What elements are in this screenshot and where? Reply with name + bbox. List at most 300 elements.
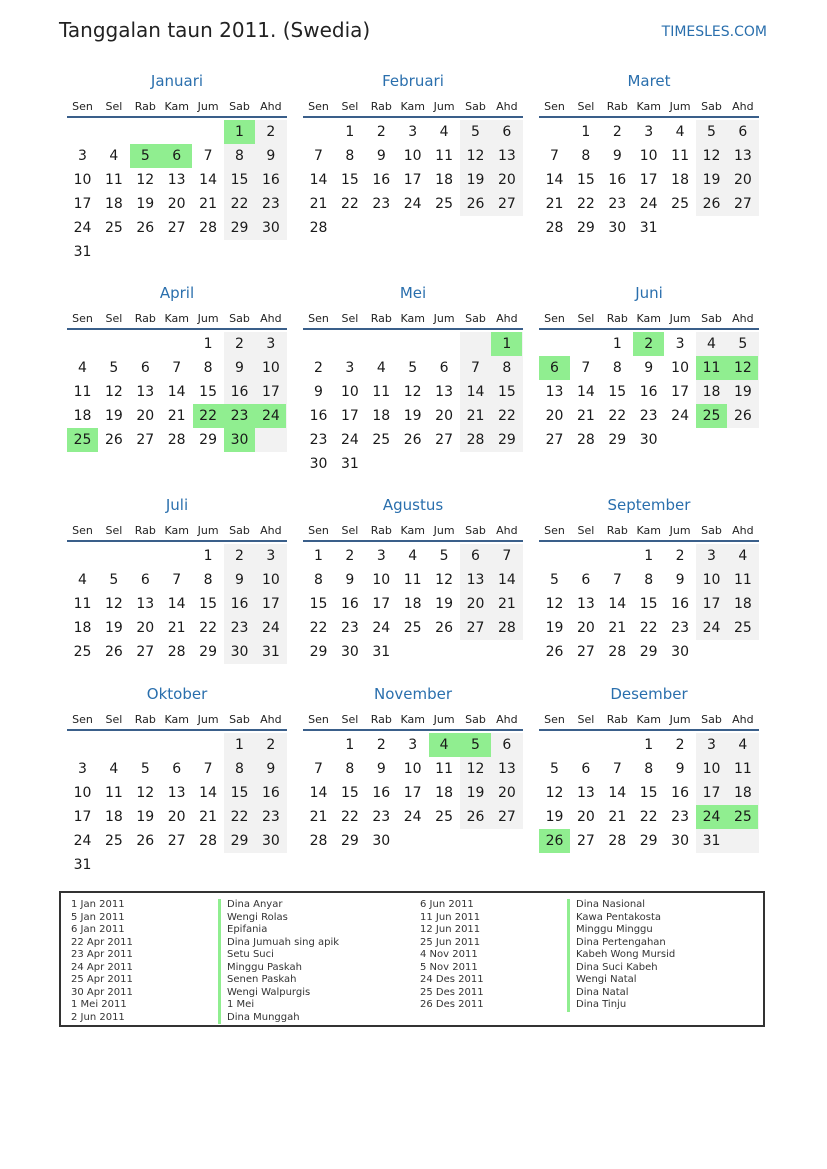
date-cell: 3 bbox=[707, 548, 716, 564]
date-cell: 12 bbox=[702, 148, 721, 164]
date-cell: 25 bbox=[104, 220, 123, 236]
date-cell: 12 bbox=[435, 572, 453, 588]
date-cell: 6 bbox=[502, 124, 512, 140]
date-cell: 14 bbox=[167, 384, 186, 400]
date-cell: 24 bbox=[403, 809, 422, 825]
date-cell: 26 bbox=[733, 408, 752, 424]
date-cell: 4 bbox=[738, 737, 748, 753]
date-cell: 10 bbox=[372, 572, 391, 588]
holiday-date-cell: 12 bbox=[727, 356, 758, 380]
header-rule bbox=[303, 540, 523, 542]
date-cell: 9 bbox=[266, 761, 276, 777]
date-cell: 18 bbox=[671, 172, 689, 188]
date-cell: 30 bbox=[261, 833, 280, 849]
month-maret bbox=[539, 72, 759, 272]
date-cell: 11 bbox=[435, 761, 453, 777]
date-cell: 28 bbox=[497, 620, 516, 636]
date-cell: 17 bbox=[261, 596, 280, 612]
date-cell: 25 bbox=[372, 432, 391, 448]
date-cell: 7 bbox=[612, 761, 622, 777]
day-header: Sab bbox=[229, 713, 250, 726]
day-header: Ahd bbox=[260, 100, 282, 113]
day-header: Sel bbox=[341, 524, 359, 537]
date-cell: 5 bbox=[109, 360, 119, 376]
date-cell: 13 bbox=[435, 384, 453, 400]
date-cell: 9 bbox=[612, 148, 622, 164]
date-cell: 24 bbox=[403, 196, 422, 212]
legend-date: 2 Jun 2011 bbox=[71, 1011, 125, 1023]
date-cell: 2 bbox=[266, 124, 276, 140]
date-cell: 9 bbox=[644, 360, 654, 376]
day-header: Ahd bbox=[496, 713, 518, 726]
day-header: Sen bbox=[544, 100, 565, 113]
date-cell: 11 bbox=[435, 148, 453, 164]
date-cell: 7 bbox=[581, 360, 591, 376]
date-cell: 17 bbox=[702, 596, 721, 612]
date-cell: 8 bbox=[203, 572, 213, 588]
month-oktober bbox=[67, 685, 287, 885]
date-cell: 13 bbox=[167, 785, 186, 801]
date-cell: 7 bbox=[314, 761, 323, 777]
date-cell: 21 bbox=[309, 809, 328, 825]
date-cell: 6 bbox=[502, 737, 512, 753]
month-juni bbox=[539, 284, 759, 484]
holiday-date-cell: 26 bbox=[539, 829, 570, 853]
date-cell: 20 bbox=[545, 408, 564, 424]
date-cell: 9 bbox=[266, 148, 276, 164]
day-header: Ahd bbox=[260, 312, 282, 325]
day-header: Sab bbox=[701, 713, 722, 726]
holiday-legend bbox=[59, 891, 765, 1027]
date-cell: 26 bbox=[136, 833, 155, 849]
month-name: Januari bbox=[150, 72, 204, 90]
date-cell: 26 bbox=[466, 809, 485, 825]
date-cell: 16 bbox=[639, 384, 658, 400]
legend-date: 4 Nov 2011 bbox=[420, 949, 478, 960]
date-cell: 10 bbox=[671, 360, 689, 376]
day-header: Rab bbox=[134, 524, 156, 537]
date-cell: 23 bbox=[261, 809, 280, 825]
date-cell: 13 bbox=[497, 761, 516, 777]
date-cell: 22 bbox=[639, 620, 658, 636]
day-header: Sab bbox=[465, 713, 486, 726]
date-cell: 29 bbox=[230, 833, 249, 849]
date-cell: 7 bbox=[550, 148, 559, 164]
date-cell: 15 bbox=[199, 384, 217, 400]
date-cell: 29 bbox=[608, 432, 627, 448]
date-cell: 27 bbox=[576, 833, 595, 849]
date-cell: 23 bbox=[671, 809, 689, 825]
date-cell: 8 bbox=[203, 360, 213, 376]
legend-names-col-2 bbox=[567, 899, 675, 1012]
date-cell: 10 bbox=[73, 172, 92, 188]
legend-holiday-name: Wengi Rolas bbox=[218, 912, 339, 925]
date-cell: 23 bbox=[309, 432, 328, 448]
day-header: Kam bbox=[636, 100, 661, 113]
date-cell: 1 bbox=[644, 737, 654, 753]
date-cell: 6 bbox=[738, 124, 748, 140]
date-cell: 20 bbox=[167, 196, 186, 212]
month-name: Agustus bbox=[382, 496, 444, 514]
date-cell: 8 bbox=[581, 148, 591, 164]
day-header: Sab bbox=[465, 100, 486, 113]
date-cell: 17 bbox=[702, 785, 721, 801]
date-cell: 9 bbox=[376, 148, 386, 164]
date-cell: 1 bbox=[314, 548, 323, 564]
date-cell: 1 bbox=[644, 548, 654, 564]
day-header: Ahd bbox=[496, 524, 518, 537]
date-cell: 28 bbox=[608, 644, 627, 660]
legend-holiday-name: 1 Mei bbox=[218, 999, 339, 1012]
holiday-date-cell: 24 bbox=[696, 805, 727, 829]
date-cell: 1 bbox=[203, 336, 213, 352]
legend-date: 6 Jun 2011 bbox=[420, 899, 474, 910]
day-header: Kam bbox=[400, 312, 425, 325]
date-cell: 3 bbox=[707, 737, 716, 753]
date-cell: 2 bbox=[266, 737, 276, 753]
holiday-date-cell: 25 bbox=[696, 404, 727, 428]
date-cell: 20 bbox=[733, 172, 752, 188]
date-cell: 12 bbox=[104, 596, 123, 612]
date-cell: 4 bbox=[109, 761, 119, 777]
day-header: Kam bbox=[400, 713, 425, 726]
date-cell: 19 bbox=[104, 620, 123, 636]
date-cell: 19 bbox=[466, 172, 485, 188]
day-header: Sel bbox=[341, 100, 359, 113]
date-cell: 30 bbox=[671, 833, 689, 849]
date-cell: 1 bbox=[203, 548, 213, 564]
date-cell: 24 bbox=[73, 833, 92, 849]
date-cell: 8 bbox=[235, 761, 244, 777]
legend-holiday-name: Kabeh Wong Mursid bbox=[567, 949, 675, 962]
date-cell: 10 bbox=[702, 761, 721, 777]
day-header: Sel bbox=[341, 713, 359, 726]
date-cell: 19 bbox=[545, 620, 564, 636]
brand-link[interactable]: TIMESLES.COM bbox=[661, 24, 767, 40]
date-cell: 18 bbox=[73, 408, 92, 424]
date-cell: 25 bbox=[435, 196, 453, 212]
date-cell: 19 bbox=[403, 408, 422, 424]
legend-date: 1 Mei 2011 bbox=[71, 999, 127, 1010]
date-cell: 25 bbox=[104, 833, 123, 849]
date-cell: 19 bbox=[702, 172, 721, 188]
date-cell: 30 bbox=[230, 644, 249, 660]
date-cell: 9 bbox=[675, 572, 685, 588]
legend-names-col-1 bbox=[218, 899, 339, 1024]
date-cell: 22 bbox=[340, 196, 359, 212]
date-cell: 24 bbox=[73, 220, 92, 236]
date-cell: 2 bbox=[612, 124, 622, 140]
date-cell: 9 bbox=[376, 761, 386, 777]
date-cell: 7 bbox=[172, 360, 182, 376]
date-cell: 10 bbox=[261, 572, 280, 588]
date-cell: 23 bbox=[372, 196, 391, 212]
legend-date: 25 Des 2011 bbox=[420, 986, 484, 998]
date-cell: 29 bbox=[639, 644, 658, 660]
date-cell: 3 bbox=[675, 336, 685, 352]
date-cell: 26 bbox=[403, 432, 422, 448]
date-cell: 23 bbox=[230, 620, 249, 636]
day-header: Sab bbox=[465, 312, 486, 325]
header-rule bbox=[303, 729, 523, 731]
date-cell: 25 bbox=[671, 196, 689, 212]
date-cell: 11 bbox=[733, 761, 752, 777]
day-header: Sel bbox=[577, 100, 595, 113]
date-cell: 19 bbox=[733, 384, 752, 400]
holiday-date-cell: 5 bbox=[130, 144, 161, 168]
date-cell: 15 bbox=[340, 172, 359, 188]
date-cell: 22 bbox=[340, 809, 359, 825]
day-header: Kam bbox=[636, 312, 661, 325]
date-cell: 20 bbox=[466, 596, 485, 612]
day-header: Jum bbox=[669, 524, 691, 537]
date-cell: 28 bbox=[576, 432, 595, 448]
month-name: April bbox=[159, 284, 195, 302]
holiday-date-cell: 11 bbox=[696, 356, 727, 380]
day-header: Sel bbox=[105, 713, 123, 726]
day-header: Ahd bbox=[260, 713, 282, 726]
date-cell: 4 bbox=[78, 360, 87, 376]
date-cell: 10 bbox=[73, 785, 92, 801]
date-cell: 7 bbox=[314, 148, 323, 164]
day-header: Sen bbox=[308, 312, 329, 325]
date-cell: 27 bbox=[733, 196, 752, 212]
date-cell: 4 bbox=[738, 548, 748, 564]
date-cell: 31 bbox=[73, 857, 92, 873]
date-cell: 2 bbox=[376, 737, 386, 753]
day-header: Rab bbox=[370, 312, 392, 325]
day-header: Rab bbox=[606, 312, 628, 325]
date-cell: 26 bbox=[104, 432, 123, 448]
date-cell: 18 bbox=[104, 809, 123, 825]
header-rule bbox=[539, 116, 759, 118]
day-header: Sel bbox=[105, 524, 123, 537]
holiday-date-cell: 1 bbox=[491, 332, 522, 356]
page-title: Tanggalan taun 2011. (Swedia) bbox=[59, 18, 371, 42]
month-name: Oktober bbox=[146, 685, 208, 703]
date-cell: 31 bbox=[340, 456, 359, 472]
date-cell: 4 bbox=[439, 124, 449, 140]
day-header: Kam bbox=[164, 713, 189, 726]
day-header: Sel bbox=[577, 524, 595, 537]
legend-holiday-name: Dina Anyar bbox=[218, 899, 339, 912]
legend-date: 12 Jun 2011 bbox=[420, 924, 481, 935]
month-november bbox=[303, 685, 523, 885]
day-header: Jum bbox=[669, 713, 691, 726]
day-header: Sen bbox=[544, 713, 565, 726]
date-cell: 18 bbox=[733, 785, 752, 801]
header-rule bbox=[67, 328, 287, 330]
date-cell: 22 bbox=[230, 196, 249, 212]
date-cell: 28 bbox=[167, 644, 186, 660]
date-cell: 31 bbox=[702, 833, 721, 849]
date-cell: 22 bbox=[608, 408, 627, 424]
holiday-date-cell: 24 bbox=[255, 404, 286, 428]
date-cell: 9 bbox=[235, 572, 244, 588]
date-cell: 6 bbox=[172, 761, 182, 777]
date-cell: 15 bbox=[639, 785, 658, 801]
date-cell: 5 bbox=[408, 360, 418, 376]
date-cell: 7 bbox=[203, 761, 213, 777]
date-cell: 20 bbox=[136, 408, 155, 424]
day-header: Sel bbox=[341, 312, 359, 325]
date-cell: 4 bbox=[675, 124, 685, 140]
date-cell: 27 bbox=[466, 620, 485, 636]
date-cell: 24 bbox=[702, 620, 721, 636]
date-cell: 24 bbox=[261, 620, 280, 636]
date-cell: 23 bbox=[671, 620, 689, 636]
date-cell: 26 bbox=[466, 196, 485, 212]
date-cell: 15 bbox=[340, 785, 359, 801]
legend-date: 24 Apr 2011 bbox=[71, 961, 133, 973]
date-cell: 18 bbox=[435, 172, 453, 188]
legend-holiday-name: Wengi Walpurgis bbox=[218, 987, 339, 1000]
date-cell: 8 bbox=[345, 148, 355, 164]
day-header: Kam bbox=[400, 100, 425, 113]
date-cell: 11 bbox=[733, 572, 752, 588]
header-rule bbox=[67, 116, 287, 118]
date-cell: 5 bbox=[140, 761, 150, 777]
day-header: Sen bbox=[308, 713, 329, 726]
date-cell: 3 bbox=[376, 548, 386, 564]
legend-date: 23 Apr 2011 bbox=[71, 949, 133, 960]
month-september bbox=[539, 496, 759, 696]
date-cell: 26 bbox=[136, 220, 155, 236]
holiday-date-cell: 22 bbox=[193, 404, 224, 428]
day-header: Rab bbox=[370, 524, 392, 537]
day-header: Rab bbox=[606, 100, 628, 113]
date-cell: 17 bbox=[671, 384, 689, 400]
date-cell: 14 bbox=[608, 785, 627, 801]
day-header: Ahd bbox=[732, 524, 754, 537]
date-cell: 31 bbox=[372, 644, 391, 660]
date-cell: 29 bbox=[199, 644, 217, 660]
month-name: Maret bbox=[627, 72, 671, 90]
month-name: Februari bbox=[382, 72, 444, 90]
date-cell: 17 bbox=[372, 596, 391, 612]
date-cell: 3 bbox=[345, 360, 355, 376]
date-cell: 21 bbox=[199, 196, 217, 212]
date-cell: 20 bbox=[497, 785, 516, 801]
day-header: Kam bbox=[636, 713, 661, 726]
day-header: Kam bbox=[636, 524, 661, 537]
date-cell: 25 bbox=[733, 620, 752, 636]
date-cell: 6 bbox=[471, 548, 480, 564]
date-cell: 25 bbox=[73, 644, 92, 660]
date-cell: 22 bbox=[497, 408, 516, 424]
month-mei bbox=[303, 284, 523, 484]
legend-date: 26 Des 2011 bbox=[420, 999, 484, 1010]
day-header: Ahd bbox=[496, 100, 518, 113]
date-cell: 7 bbox=[502, 548, 512, 564]
date-cell: 23 bbox=[639, 408, 658, 424]
month-desember bbox=[539, 685, 759, 885]
date-cell: 3 bbox=[408, 124, 418, 140]
date-cell: 2 bbox=[235, 336, 244, 352]
date-cell: 21 bbox=[199, 809, 217, 825]
date-cell: 11 bbox=[73, 596, 92, 612]
legend-holiday-name: Dina Tinju bbox=[567, 999, 675, 1012]
date-cell: 9 bbox=[235, 360, 244, 376]
date-cell: 17 bbox=[403, 785, 422, 801]
date-cell: 8 bbox=[644, 761, 654, 777]
date-cell: 14 bbox=[545, 172, 564, 188]
date-cell: 16 bbox=[261, 785, 280, 801]
date-cell: 4 bbox=[78, 572, 87, 588]
date-cell: 5 bbox=[109, 572, 119, 588]
date-cell: 20 bbox=[136, 620, 155, 636]
day-header: Jum bbox=[433, 713, 455, 726]
date-cell: 21 bbox=[576, 408, 595, 424]
date-cell: 13 bbox=[576, 596, 595, 612]
date-cell: 11 bbox=[403, 572, 422, 588]
date-cell: 16 bbox=[608, 172, 627, 188]
date-cell: 8 bbox=[314, 572, 323, 588]
date-cell: 7 bbox=[471, 360, 480, 376]
date-cell: 8 bbox=[235, 148, 244, 164]
date-cell: 10 bbox=[702, 572, 721, 588]
holiday-date-cell: 6 bbox=[161, 144, 192, 168]
date-cell: 27 bbox=[136, 432, 155, 448]
date-cell: 27 bbox=[167, 833, 186, 849]
date-cell: 14 bbox=[576, 384, 595, 400]
date-cell: 9 bbox=[675, 761, 685, 777]
day-header: Sab bbox=[701, 100, 722, 113]
date-cell: 7 bbox=[203, 148, 213, 164]
month-agustus bbox=[303, 496, 523, 696]
date-cell: 2 bbox=[235, 548, 244, 564]
month-name: Juni bbox=[635, 284, 663, 302]
day-header: Jum bbox=[197, 100, 219, 113]
date-cell: 5 bbox=[439, 548, 449, 564]
date-cell: 19 bbox=[136, 196, 155, 212]
date-cell: 5 bbox=[550, 761, 559, 777]
date-cell: 9 bbox=[314, 384, 323, 400]
day-header: Rab bbox=[134, 312, 156, 325]
date-cell: 20 bbox=[576, 809, 595, 825]
legend-holiday-name: Dina Natal bbox=[567, 987, 675, 1000]
header-rule bbox=[539, 540, 759, 542]
date-cell: 15 bbox=[608, 384, 627, 400]
date-cell: 8 bbox=[502, 360, 512, 376]
legend-date: 6 Jan 2011 bbox=[71, 924, 125, 935]
day-header: Kam bbox=[164, 312, 189, 325]
date-cell: 18 bbox=[104, 196, 123, 212]
date-cell: 16 bbox=[309, 408, 328, 424]
date-cell: 23 bbox=[261, 196, 280, 212]
day-header: Ahd bbox=[260, 524, 282, 537]
date-cell: 21 bbox=[545, 196, 564, 212]
date-cell: 16 bbox=[671, 785, 689, 801]
day-header: Rab bbox=[606, 524, 628, 537]
date-cell: 31 bbox=[73, 244, 92, 260]
date-cell: 12 bbox=[104, 384, 123, 400]
date-cell: 31 bbox=[639, 220, 658, 236]
date-cell: 15 bbox=[639, 596, 658, 612]
date-cell: 27 bbox=[576, 644, 595, 660]
date-cell: 3 bbox=[408, 737, 418, 753]
date-cell: 4 bbox=[109, 148, 119, 164]
date-cell: 4 bbox=[707, 336, 716, 352]
holiday-date-cell: 1 bbox=[224, 120, 255, 144]
date-cell: 5 bbox=[707, 124, 716, 140]
date-cell: 23 bbox=[372, 809, 391, 825]
date-cell: 11 bbox=[104, 785, 123, 801]
date-cell: 1 bbox=[581, 124, 591, 140]
date-cell: 3 bbox=[266, 336, 276, 352]
date-cell: 30 bbox=[372, 833, 391, 849]
date-cell: 20 bbox=[576, 620, 595, 636]
